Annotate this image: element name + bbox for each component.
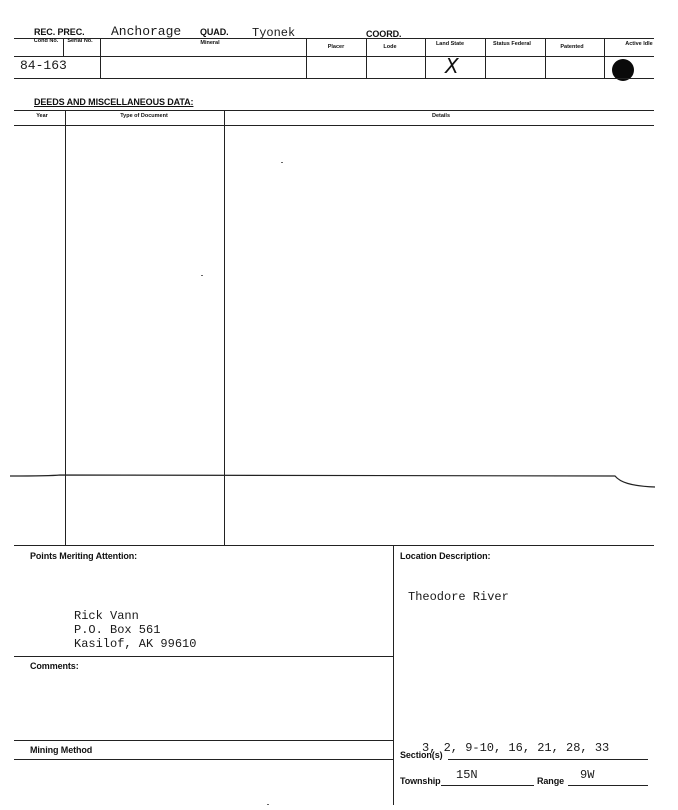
header-rule-bottom	[14, 78, 654, 79]
coord-label: COORD.	[366, 29, 402, 39]
patented-header: Patented	[560, 44, 584, 50]
land-state-header: Land State	[435, 41, 465, 47]
sections-value: 3, 2, 9-10, 16, 21, 28, 33	[422, 741, 610, 755]
speck	[201, 275, 203, 276]
location-value: Theodore River	[408, 590, 509, 604]
lode-header: Lode	[383, 44, 397, 50]
cond-no-header: Cond No.	[33, 38, 59, 44]
rec-prec-value: Anchorage	[111, 24, 182, 39]
divider	[425, 38, 426, 78]
divider	[485, 38, 486, 78]
year-header: Year	[36, 113, 48, 119]
location-label: Location Description:	[400, 551, 491, 561]
quad-value: Tyonek	[252, 26, 296, 40]
mining-rule-bottom	[14, 759, 394, 760]
cond-no-value: 84-163	[20, 58, 67, 73]
speck	[267, 804, 269, 805]
deeds-rule-top	[14, 110, 654, 111]
deeds-rule-bottom	[14, 545, 654, 546]
divider	[306, 38, 307, 78]
range-label: Range	[537, 776, 565, 786]
sections-label: Section(s)	[400, 750, 443, 760]
quad-label: QUAD.	[200, 27, 229, 37]
mining-rule	[14, 740, 394, 741]
township-underline	[441, 785, 534, 786]
range-value: 9W	[580, 768, 595, 782]
active-idle-header: Active Idle	[625, 41, 653, 47]
mineral-header: Mineral	[200, 40, 220, 46]
deeds-rule-header	[14, 125, 654, 126]
divider	[545, 38, 546, 78]
deeds-title: DEEDS AND MISCELLANEOUS DATA:	[34, 97, 194, 107]
range-underline	[568, 785, 648, 786]
details-header: Details	[431, 113, 451, 119]
points-line-2: P.O. Box 561	[74, 623, 161, 637]
status-federal-header: Status Federal	[493, 41, 531, 47]
points-line-1: Rick Vann	[74, 609, 139, 623]
type-header: Type of Document	[120, 113, 168, 119]
points-line-3: Kasilof, AK 99610	[74, 637, 197, 651]
rec-prec-label: REC. PREC.	[34, 27, 85, 37]
divider	[63, 38, 64, 56]
speck	[281, 162, 283, 163]
lower-divider	[393, 545, 394, 805]
placer-header: Placer	[327, 44, 345, 50]
comments-rule	[14, 656, 394, 657]
sections-underline	[448, 759, 648, 760]
header-rule-top	[14, 38, 654, 39]
mining-label: Mining Method	[30, 745, 93, 755]
land-state-mark: X	[445, 54, 459, 78]
divider	[100, 38, 101, 78]
township-label: Township	[400, 776, 441, 786]
divider	[366, 38, 367, 78]
serial-no-header: Serial No.	[67, 38, 93, 44]
township-value: 15N	[456, 768, 478, 782]
comments-label: Comments:	[30, 661, 79, 671]
points-label: Points Meriting Attention:	[30, 551, 138, 561]
divider	[604, 38, 605, 78]
page-edge-curve	[0, 462, 678, 502]
header-rule-mid	[14, 56, 654, 57]
